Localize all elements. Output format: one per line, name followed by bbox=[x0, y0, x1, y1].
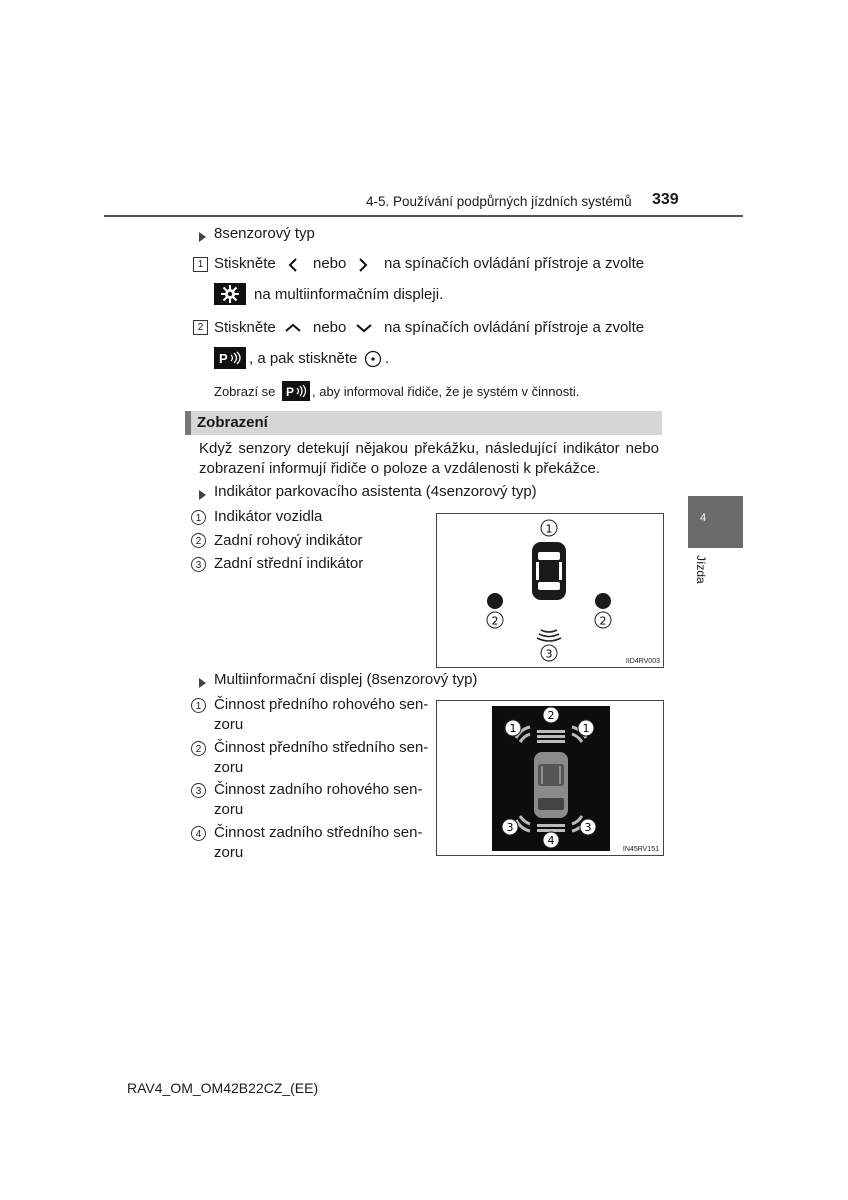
type8-heading: 8senzorový typ bbox=[214, 225, 315, 242]
car-icon bbox=[532, 542, 566, 600]
settings-gear-icon bbox=[214, 283, 246, 305]
step1-text-b: nebo bbox=[313, 255, 347, 272]
indicator4-figure bbox=[436, 513, 664, 668]
figure-callout-2: 2 bbox=[547, 709, 555, 722]
step1-text-d: na multiinformačním displeji. bbox=[254, 286, 444, 303]
item-number: 4 bbox=[191, 826, 206, 841]
page-number: 339 bbox=[652, 191, 679, 208]
figure-callout-2: 2 bbox=[491, 614, 499, 628]
step-number: 1 bbox=[193, 257, 208, 272]
step2-text-d: , a pak stiskněte bbox=[249, 350, 358, 367]
step1-text-c: na spínačích ovládání přístroje a zvolte bbox=[384, 255, 645, 272]
header-rule bbox=[104, 215, 743, 217]
figure-callout-3: 3 bbox=[545, 647, 553, 661]
indicator4-diagram bbox=[437, 514, 663, 667]
item-number: 2 bbox=[191, 533, 206, 548]
section-intro: Když senzory detekují nějakou překážku, následující indikátor nebo zobrazení informují řidiče o poloze a vzdálenosti k překážce. bbox=[199, 440, 659, 477]
display8-heading: Multiinformační displej (8senzorový typ) bbox=[214, 671, 478, 688]
item-number: 1 bbox=[191, 698, 206, 713]
indicator4-item: Indikátor vozidla bbox=[214, 508, 323, 525]
display8-item-line: Činnost předního středního sen- bbox=[214, 739, 429, 756]
figure-callout-3: 3 bbox=[584, 821, 592, 834]
right-chevron-icon bbox=[357, 257, 369, 273]
parking-sensor-icon bbox=[282, 381, 310, 401]
display8-item-line: Činnost zadního rohového sen- bbox=[214, 781, 423, 798]
bullet-triangle-icon bbox=[199, 229, 206, 247]
section-title: Zobrazení bbox=[197, 414, 268, 431]
figure-code: IN45RV151 bbox=[622, 846, 659, 853]
step2-text-c: na spínačích ovládání přístroje a zvolte bbox=[384, 319, 645, 336]
down-chevron-icon bbox=[355, 322, 373, 334]
car-icon bbox=[534, 752, 568, 818]
svg-text:P: P bbox=[286, 385, 295, 399]
display8-item-line: Činnost předního rohového sen- bbox=[214, 696, 429, 713]
chapter-tab-number: 4 bbox=[700, 512, 707, 524]
step2-text-b: nebo bbox=[313, 319, 347, 336]
display8-item-line: zoru bbox=[214, 759, 244, 776]
item-number: 3 bbox=[191, 557, 206, 572]
display8-item-line: zoru bbox=[214, 716, 244, 733]
header-section-title: 4-5. Používání podpůrných jízdních systémů bbox=[366, 194, 632, 209]
note-text-b: , aby informoval řidiče, že je systém v činnosti. bbox=[312, 384, 580, 399]
svg-text:P: P bbox=[219, 351, 228, 366]
figure-code: IID4RV003 bbox=[625, 658, 660, 665]
note-text-a: Zobrazí se bbox=[214, 384, 276, 399]
indicator4-item: Zadní střední indikátor bbox=[214, 555, 364, 572]
figure-callout-4: 4 bbox=[547, 834, 555, 847]
bullet-triangle-icon bbox=[199, 487, 206, 505]
item-number: 3 bbox=[191, 783, 206, 798]
figure-callout-3: 3 bbox=[506, 821, 514, 834]
step-number: 2 bbox=[193, 320, 208, 335]
section-heading-accent bbox=[185, 411, 191, 435]
step2-text-a: Stiskněte bbox=[214, 319, 276, 336]
bullet-triangle-icon bbox=[199, 675, 206, 693]
figure-callout-2: 2 bbox=[599, 614, 607, 628]
figure-callout-1: 1 bbox=[509, 722, 517, 735]
indicator4-heading: Indikátor parkovacího asistenta (4senzorový typ) bbox=[214, 483, 537, 500]
up-chevron-icon bbox=[284, 322, 302, 334]
figure-callout-1: 1 bbox=[545, 522, 553, 536]
display8-item-line: Činnost zadního středního sen- bbox=[214, 824, 423, 841]
parking-sensor-icon bbox=[214, 347, 246, 369]
step1-text-a: Stiskněte bbox=[214, 255, 276, 272]
multi-info-display bbox=[492, 706, 610, 851]
item-number: 2 bbox=[191, 741, 206, 756]
indicator4-item: Zadní rohový indikátor bbox=[214, 532, 363, 549]
ok-button-icon bbox=[364, 350, 382, 368]
footer-document-code: RAV4_OM_OM42B22CZ_(EE) bbox=[127, 1080, 319, 1096]
item-number: 1 bbox=[191, 510, 206, 525]
display8-item-line: zoru bbox=[214, 801, 244, 818]
left-chevron-icon bbox=[287, 257, 299, 273]
chapter-tab-label: Jízda bbox=[694, 555, 708, 584]
rear-center-indicator bbox=[537, 630, 561, 641]
figure-callout-1: 1 bbox=[582, 722, 590, 735]
display8-item-line: zoru bbox=[214, 844, 244, 861]
chapter-tab bbox=[688, 496, 743, 548]
step2-text-e: . bbox=[385, 350, 390, 367]
rear-corner-indicator-right bbox=[595, 593, 611, 609]
display8-figure bbox=[436, 700, 664, 856]
rear-corner-indicator-left bbox=[487, 593, 503, 609]
